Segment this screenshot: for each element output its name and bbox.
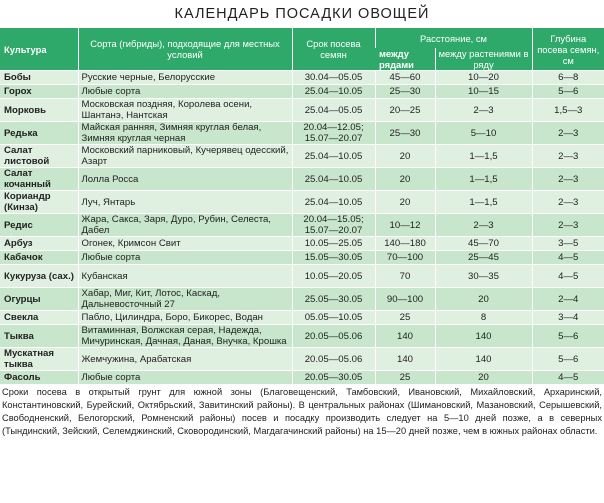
plant-distance-cell: 30—35 [435, 265, 532, 288]
header-between-plants: между растениями в ряду [435, 48, 532, 71]
plant-distance-cell: 10—15 [435, 85, 532, 99]
row-distance-cell: 140—180 [375, 237, 435, 251]
row-distance-cell: 25 [375, 371, 435, 385]
depth-cell: 2—3 [532, 214, 604, 237]
table-row [0, 237, 604, 251]
header-varieties: Сорта (гибриды), подходящие для местных условий [78, 28, 292, 71]
varieties-cell: Майская ранняя, Зимняя круглая белая, Зимняя круглая черная [78, 122, 292, 145]
varieties-cell: Огонек, Кримсон Свит [78, 237, 292, 251]
row-distance-cell: 140 [375, 325, 435, 348]
sowing-cell: 25.04—10.05 [292, 168, 375, 191]
depth-cell: 3—4 [532, 311, 604, 325]
table-row [0, 348, 604, 371]
varieties-cell: Луч, Янтарь [78, 191, 292, 214]
depth-cell: 2—4 [532, 288, 604, 311]
plant-distance-cell: 140 [435, 348, 532, 371]
culture-cell: Кориандр (Кинза) [0, 191, 78, 214]
table-row [0, 122, 604, 145]
sowing-cell: 25.04—10.05 [292, 85, 375, 99]
depth-cell: 4—5 [532, 265, 604, 288]
row-distance-cell: 45—60 [375, 71, 435, 85]
sowing-cell: 10.05—25.05 [292, 237, 375, 251]
culture-cell: Мускатная тыква [0, 348, 78, 371]
plant-distance-cell: 1—1,5 [435, 168, 532, 191]
plant-distance-cell: 20 [435, 371, 532, 385]
row-distance-cell: 70 [375, 265, 435, 288]
sowing-cell: 05.05—10.05 [292, 311, 375, 325]
sowing-cell: 25.05—30.05 [292, 288, 375, 311]
plant-distance-cell: 2—3 [435, 99, 532, 122]
row-distance-cell: 20 [375, 168, 435, 191]
sowing-cell: 25.04—10.05 [292, 191, 375, 214]
table-row [0, 214, 604, 237]
planting-calendar-table [0, 28, 604, 384]
table-row [0, 99, 604, 122]
sowing-cell: 10.05—20.05 [292, 265, 375, 288]
page-title: КАЛЕНДАРЬ ПОСАДКИ ОВОЩЕЙ [174, 6, 430, 22]
culture-cell: Горох [0, 85, 78, 99]
plant-distance-cell: 25—45 [435, 251, 532, 265]
table-row [0, 265, 604, 288]
table-row [0, 85, 604, 99]
depth-cell: 5—6 [532, 348, 604, 371]
sowing-cell: 25.04—10.05 [292, 145, 375, 168]
row-distance-cell: 25—30 [375, 85, 435, 99]
depth-cell: 2—3 [532, 168, 604, 191]
depth-cell: 2—3 [532, 122, 604, 145]
depth-cell: 4—5 [532, 251, 604, 265]
varieties-cell: Лолла Росса [78, 168, 292, 191]
header-culture: Культура [0, 28, 78, 71]
row-distance-cell: 70—100 [375, 251, 435, 265]
varieties-cell: Пабло, Цилиндра, Боро, Бикорес, Водан [78, 311, 292, 325]
depth-cell: 5—6 [532, 325, 604, 348]
sowing-cell: 20.04—15.05; 15.07—20.07 [292, 214, 375, 237]
plant-distance-cell: 8 [435, 311, 532, 325]
row-distance-cell: 20 [375, 191, 435, 214]
depth-cell: 3—5 [532, 237, 604, 251]
table-row [0, 325, 604, 348]
culture-cell: Редис [0, 214, 78, 237]
table-row [0, 191, 604, 214]
plant-distance-cell: 2—3 [435, 214, 532, 237]
culture-cell: Кабачок [0, 251, 78, 265]
header-depth: Глубина посева семян, см [532, 28, 604, 71]
sowing-cell: 20.05—30.05 [292, 371, 375, 385]
header-between-rows: между рядами [375, 48, 435, 71]
varieties-cell: Русские черные, Белорусские [78, 71, 292, 85]
culture-cell: Арбуз [0, 237, 78, 251]
plant-distance-cell: 10—20 [435, 71, 532, 85]
varieties-cell: Хабар, Миг, Кит, Лотос, Каскад, Дальневосточный 27 [78, 288, 292, 311]
culture-cell: Редька [0, 122, 78, 145]
plant-distance-cell: 140 [435, 325, 532, 348]
culture-cell: Огурцы [0, 288, 78, 311]
row-distance-cell: 90—100 [375, 288, 435, 311]
row-distance-cell: 140 [375, 348, 435, 371]
culture-cell: Салат листовой [0, 145, 78, 168]
row-distance-cell: 10—12 [375, 214, 435, 237]
varieties-cell: Любые сорта [78, 371, 292, 385]
header-distance: Расстояние, см [375, 28, 532, 48]
depth-cell: 2—3 [532, 145, 604, 168]
row-distance-cell: 25 [375, 311, 435, 325]
culture-cell: Бобы [0, 71, 78, 85]
table-row [0, 71, 604, 85]
sowing-cell: 25.04—05.05 [292, 99, 375, 122]
table-row [0, 145, 604, 168]
table-row [0, 311, 604, 325]
row-distance-cell: 20 [375, 145, 435, 168]
plant-distance-cell: 1—1,5 [435, 191, 532, 214]
varieties-cell: Жемчужина, Арабатская [78, 348, 292, 371]
table-row [0, 251, 604, 265]
depth-cell: 1,5—3 [532, 99, 604, 122]
sowing-cell: 15.05—30.05 [292, 251, 375, 265]
sowing-cell: 30.04—05.05 [292, 71, 375, 85]
culture-cell: Тыква [0, 325, 78, 348]
row-distance-cell: 20—25 [375, 99, 435, 122]
varieties-cell: Московский парниковый, Кучерявец одесский, Азарт [78, 145, 292, 168]
culture-cell: Салат кочанный [0, 168, 78, 191]
footnote-text: Сроки посева в открытый грунт для южной зоны (Благовещенский, Тамбовский, Ивановский, Михайловский, Архаринский, Константиновский, Бурейский, Октябрьский, Завитинский районы). В центральных районах (Шимановский, Мазановский, Серышевский, Свободненский, Белогорский, Ромненский районы) посев и посадку производить следует на 5—10 дней позже, а в северных (Тындинский, Зейский, Селемджинский, Сковородинский, Магдагачинский районы) на 15—20 дней позже, чем в южных районах области. [2, 387, 602, 436]
row-distance-cell: 25—30 [375, 122, 435, 145]
plant-distance-cell: 5—10 [435, 122, 532, 145]
varieties-cell: Кубанская [78, 265, 292, 288]
depth-cell: 6—8 [532, 71, 604, 85]
sowing-cell: 20.04—12.05; 15.07—20.07 [292, 122, 375, 145]
header-sowing: Срок посева семян [292, 28, 375, 71]
culture-cell: Свекла [0, 311, 78, 325]
sowing-cell: 20.05—05.06 [292, 325, 375, 348]
depth-cell: 5—6 [532, 85, 604, 99]
varieties-cell: Любые сорта [78, 85, 292, 99]
culture-cell: Фасоль [0, 371, 78, 385]
plant-distance-cell: 1—1,5 [435, 145, 532, 168]
culture-cell: Морковь [0, 99, 78, 122]
table-row [0, 168, 604, 191]
plant-distance-cell: 45—70 [435, 237, 532, 251]
depth-cell: 2—3 [532, 191, 604, 214]
table-row [0, 288, 604, 311]
plant-distance-cell: 20 [435, 288, 532, 311]
depth-cell: 4—5 [532, 371, 604, 385]
table-row [0, 371, 604, 385]
varieties-cell: Жара, Сакса, Заря, Дуро, Рубин, Селеста, Дабел [78, 214, 292, 237]
varieties-cell: Московская поздняя, Королева осени, Шантанэ, Нантская [78, 99, 292, 122]
culture-cell: Кукуруза (сах.) [0, 265, 78, 288]
varieties-cell: Витаминная, Волжская серая, Надежда, Мичуринская, Дачная, Даная, Внучка, Крошка [78, 325, 292, 348]
sowing-cell: 20.05—05.06 [292, 348, 375, 371]
varieties-cell: Любые сорта [78, 251, 292, 265]
